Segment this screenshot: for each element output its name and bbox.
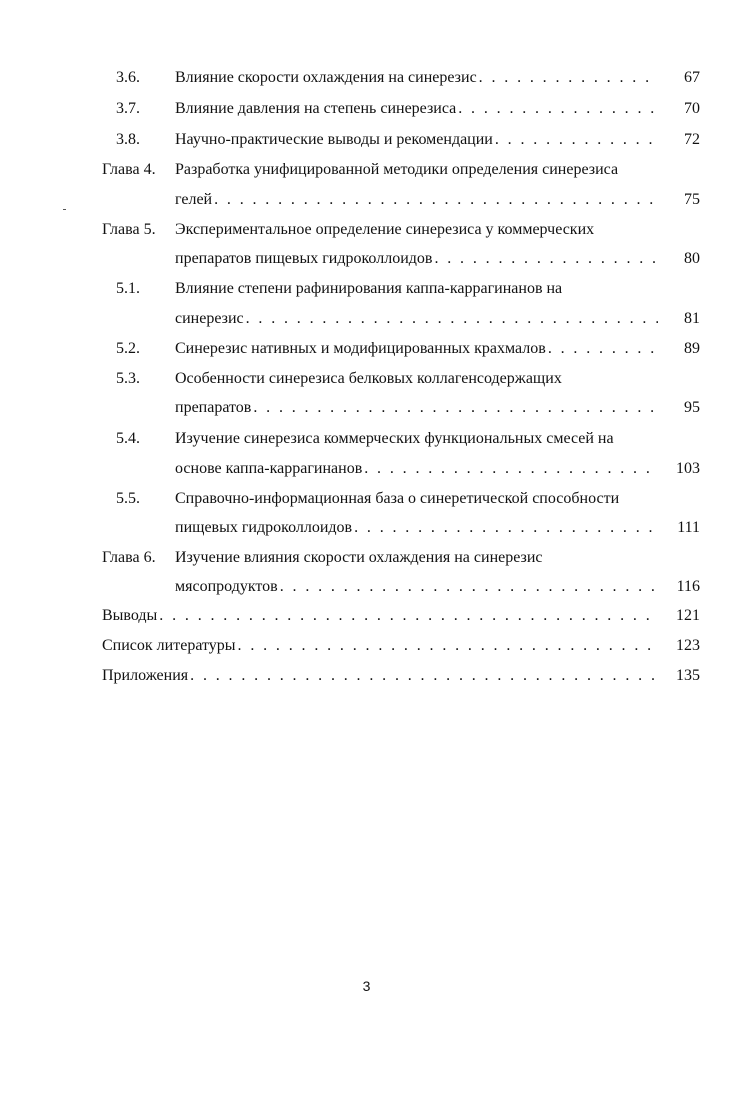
toc-entry-title-cont: препаратов . . .	[175, 397, 658, 419]
dot-leader	[479, 67, 658, 89]
toc-entry-title: Синерезис нативных и модифицированных крахмалов . . .	[175, 338, 658, 360]
page-number: 3	[362, 978, 371, 994]
dot-leader	[354, 517, 658, 539]
dot-leader	[548, 338, 658, 360]
toc-number: 5.3.	[116, 370, 140, 387]
toc-number: Глава 6.	[102, 549, 156, 566]
toc-entry-title: Влияние давления на степень синерезиса . . .	[175, 98, 658, 120]
toc-page: 111	[677, 519, 700, 536]
toc-number: Глава 4.	[102, 161, 156, 178]
toc-page: 81	[684, 310, 700, 327]
toc-entry-title-cont: пищевых гидроколлоидов . . .	[175, 517, 658, 539]
toc-entry-title: Особенности синерезиса белковых коллагенсодержащих	[175, 370, 562, 387]
toc-page: 75	[684, 191, 700, 208]
toc-number: Глава 5.	[102, 221, 156, 238]
dot-leader	[246, 308, 658, 330]
toc-entry-title-cont: мясопродуктов . . .	[175, 576, 658, 598]
dot-leader	[253, 397, 658, 419]
toc-entry-title: Выводы . . .	[102, 605, 658, 627]
toc-number: 5.1.	[116, 280, 140, 297]
toc-entry-title: Экспериментальное определение синерезиса у коммерческих	[175, 221, 595, 238]
toc-page: 95	[684, 399, 700, 416]
dot-leader	[190, 665, 658, 687]
dot-leader	[458, 98, 658, 120]
toc-entry-title: Приложения . . .	[102, 665, 658, 687]
toc-entry-title: Влияние скорости охлаждения на синерезис . . .	[175, 67, 658, 89]
toc-number: 5.5.	[116, 490, 140, 507]
toc-page: 116	[676, 578, 700, 595]
toc-entry-title: Изучение синерезиса коммерческих функциональных смесей на	[175, 430, 614, 447]
toc-number: 3.6.	[116, 69, 140, 86]
toc-entry-title-cont: гелей . . .	[175, 189, 658, 211]
toc-page: 123	[676, 637, 700, 654]
toc-entry-title: Изучение влияния скорости охлаждения на синерезис	[175, 549, 543, 566]
toc-entry-title: Список литературы . . .	[102, 635, 658, 657]
dot-leader	[434, 248, 658, 270]
toc-page: 89	[684, 340, 700, 357]
dot-leader	[495, 129, 658, 151]
toc-page: 121	[676, 607, 700, 624]
dot-leader	[280, 576, 658, 598]
toc-entry-title: Влияние степени рафинирования каппа-каррагинанов на	[175, 280, 563, 297]
toc-number: 3.8.	[116, 131, 140, 148]
toc-page: 135	[676, 667, 700, 684]
toc-page: 72	[684, 131, 700, 148]
toc-number: 3.7.	[116, 100, 140, 117]
toc-entry-title-cont: препаратов пищевых гидроколлоидов . . .	[175, 248, 658, 270]
toc-page: 103	[676, 460, 700, 477]
dot-leader	[238, 635, 658, 657]
dot-leader	[364, 458, 658, 480]
toc-number: 5.4.	[116, 430, 140, 447]
toc-number: 5.2.	[116, 340, 140, 357]
toc-entry-title: Разработка унифицированной методики определения синерезиса	[175, 161, 619, 178]
toc-page: 70	[684, 100, 700, 117]
scan-speck	[63, 209, 66, 210]
toc-entry-title-cont: синерезис . . .	[175, 308, 658, 330]
toc-entry-title: Научно-практические выводы и рекомендации . . .	[175, 129, 658, 151]
dot-leader	[214, 189, 658, 211]
toc-page: 80	[684, 250, 700, 267]
toc-entry-title: Справочно-информационная база о синеретической способности	[175, 490, 620, 507]
dot-leader	[159, 605, 658, 627]
toc-entry-title-cont: основе каппа-каррагинанов . . .	[175, 458, 658, 480]
toc-page: 67	[684, 69, 700, 86]
